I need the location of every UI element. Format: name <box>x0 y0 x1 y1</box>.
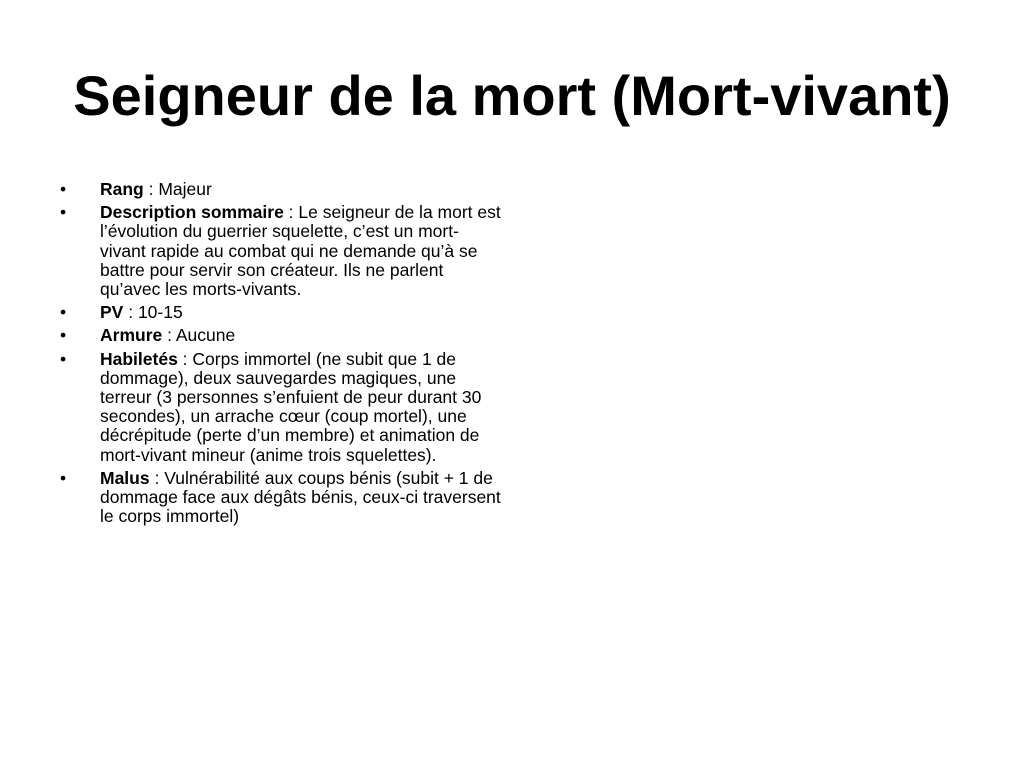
item-text: Majeur <box>158 179 212 199</box>
slide-title: Seigneur de la mort (Mort-vivant) <box>73 64 951 127</box>
list-item-habiletes <box>56 350 501 465</box>
item-separator: : <box>149 467 165 488</box>
item-term: Habiletés <box>100 348 178 369</box>
item-term: Malus <box>100 467 150 488</box>
item-term: Rang <box>100 179 144 199</box>
list-item-description <box>56 203 501 299</box>
bullet-icon: • <box>60 202 67 223</box>
item-term: PV <box>100 302 124 323</box>
list-item-armure <box>56 326 501 345</box>
item-separator: : <box>143 179 159 199</box>
bullet-icon: • <box>60 467 67 488</box>
bullet-icon: • <box>60 302 67 323</box>
list-item-malus <box>56 469 501 527</box>
item-separator: : <box>123 302 138 323</box>
bullet-icon: • <box>60 325 67 346</box>
item-text: Vulnérabilité aux coups bénis (subit + 1 de dommage face aux dégâts bénis, ceux-ci traversent le corps immortel) <box>100 467 501 527</box>
bullet-list <box>56 180 501 530</box>
item-term: Armure <box>100 325 163 346</box>
item-text: 10-15 <box>137 302 183 323</box>
item-separator: : <box>283 202 299 223</box>
item-term: Description sommaire <box>100 202 284 223</box>
item-text: Aucune <box>175 325 236 346</box>
list-item-rang <box>56 180 501 199</box>
item-separator: : <box>177 348 193 369</box>
item-separator: : <box>162 325 176 346</box>
list-item-pv <box>56 303 501 322</box>
bullet-icon: • <box>60 348 67 369</box>
item-text: Le seigneur de la mort est l’évolution du guerrier squelette, c’est un mort-vivant rapide au combat qui ne demande qu’à se battre pour servir son créateur. Ils ne parlent qu’avec les morts-vivants. <box>100 202 501 300</box>
bullet-icon: • <box>60 179 67 199</box>
item-text: Corps immortel (ne subit que 1 de dommage), deux sauvegardes magiques, une terreur (3 personnes s’enfuient de peur durant 30 secondes), un arrache cœur (coup mortel), une décrépitude (perte d’un membre) et animation de mort-vivant mineur (anime trois squelettes). <box>100 348 482 465</box>
